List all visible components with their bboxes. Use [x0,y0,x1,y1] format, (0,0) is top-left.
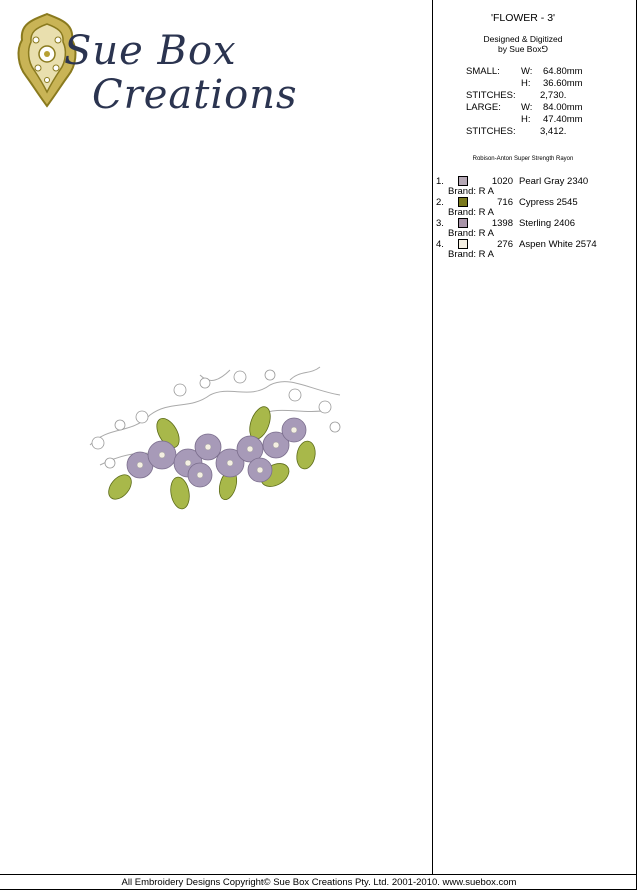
large-h-label: H: [521,114,531,125]
thread-brand: Brand: R A [448,186,494,197]
thread-code: 276 [497,239,513,250]
design-title: 'FLOWER - 3' [490,12,556,24]
color-swatch [458,239,468,249]
thread-number: 4. [436,239,444,250]
small-height: 36.60mm [543,78,583,89]
thread-number: 1. [436,176,444,187]
thread-code: 1020 [491,176,513,187]
small-w-label: W: [521,66,533,77]
color-swatch [458,176,468,186]
thread-brand: Brand: R A [448,207,494,218]
small-h-label: H: [521,78,531,89]
color-swatch [458,197,468,207]
thread-name: Sterling 2406 [519,218,575,229]
footer-divider [0,874,637,875]
small-label: SMALL: [466,66,500,77]
thread-name: Aspen White 2574 [519,239,597,250]
embroidery-design-preview [80,355,350,515]
logo-line-2: Creations [92,72,298,118]
small-stitches: 2,730. [540,90,567,101]
large-stitches: 3,412. [540,126,567,137]
large-height: 47.40mm [543,114,583,125]
color-swatch [458,218,468,228]
thread-number: 3. [436,218,444,229]
large-w-label: W: [521,102,533,113]
large-stitches-label: STITCHES: [466,126,516,137]
small-stitches-label: STITCHES: [466,90,516,101]
thread-code: 716 [497,197,513,208]
small-width: 64.80mm [543,66,583,77]
designed-line-2: by Sue Box⅁ [497,44,549,54]
thread-number: 2. [436,197,444,208]
thread-name: Cypress 2545 [519,197,578,208]
column-divider [432,0,433,874]
thread-code: 1398 [491,218,513,229]
thread-brand: Brand: R A [448,228,494,239]
designer-credit [433,34,613,54]
large-width: 84.00mm [543,102,583,113]
logo [12,10,298,118]
thread-brand-caption: Robison-Anton Super Strength Rayon [472,156,574,162]
designed-line-1: Designed & Digitized [483,34,563,44]
thread-brand: Brand: R A [448,249,494,260]
thread-name: Pearl Gray 2340 [519,176,589,187]
logo-line-1: Sue Box [64,28,237,74]
large-label: LARGE: [466,102,501,113]
copyright-footer: All Embroidery Designs Copyright© Sue Box Creations Pty. Ltd. 2001-2010. www.suebox.com [121,877,517,888]
